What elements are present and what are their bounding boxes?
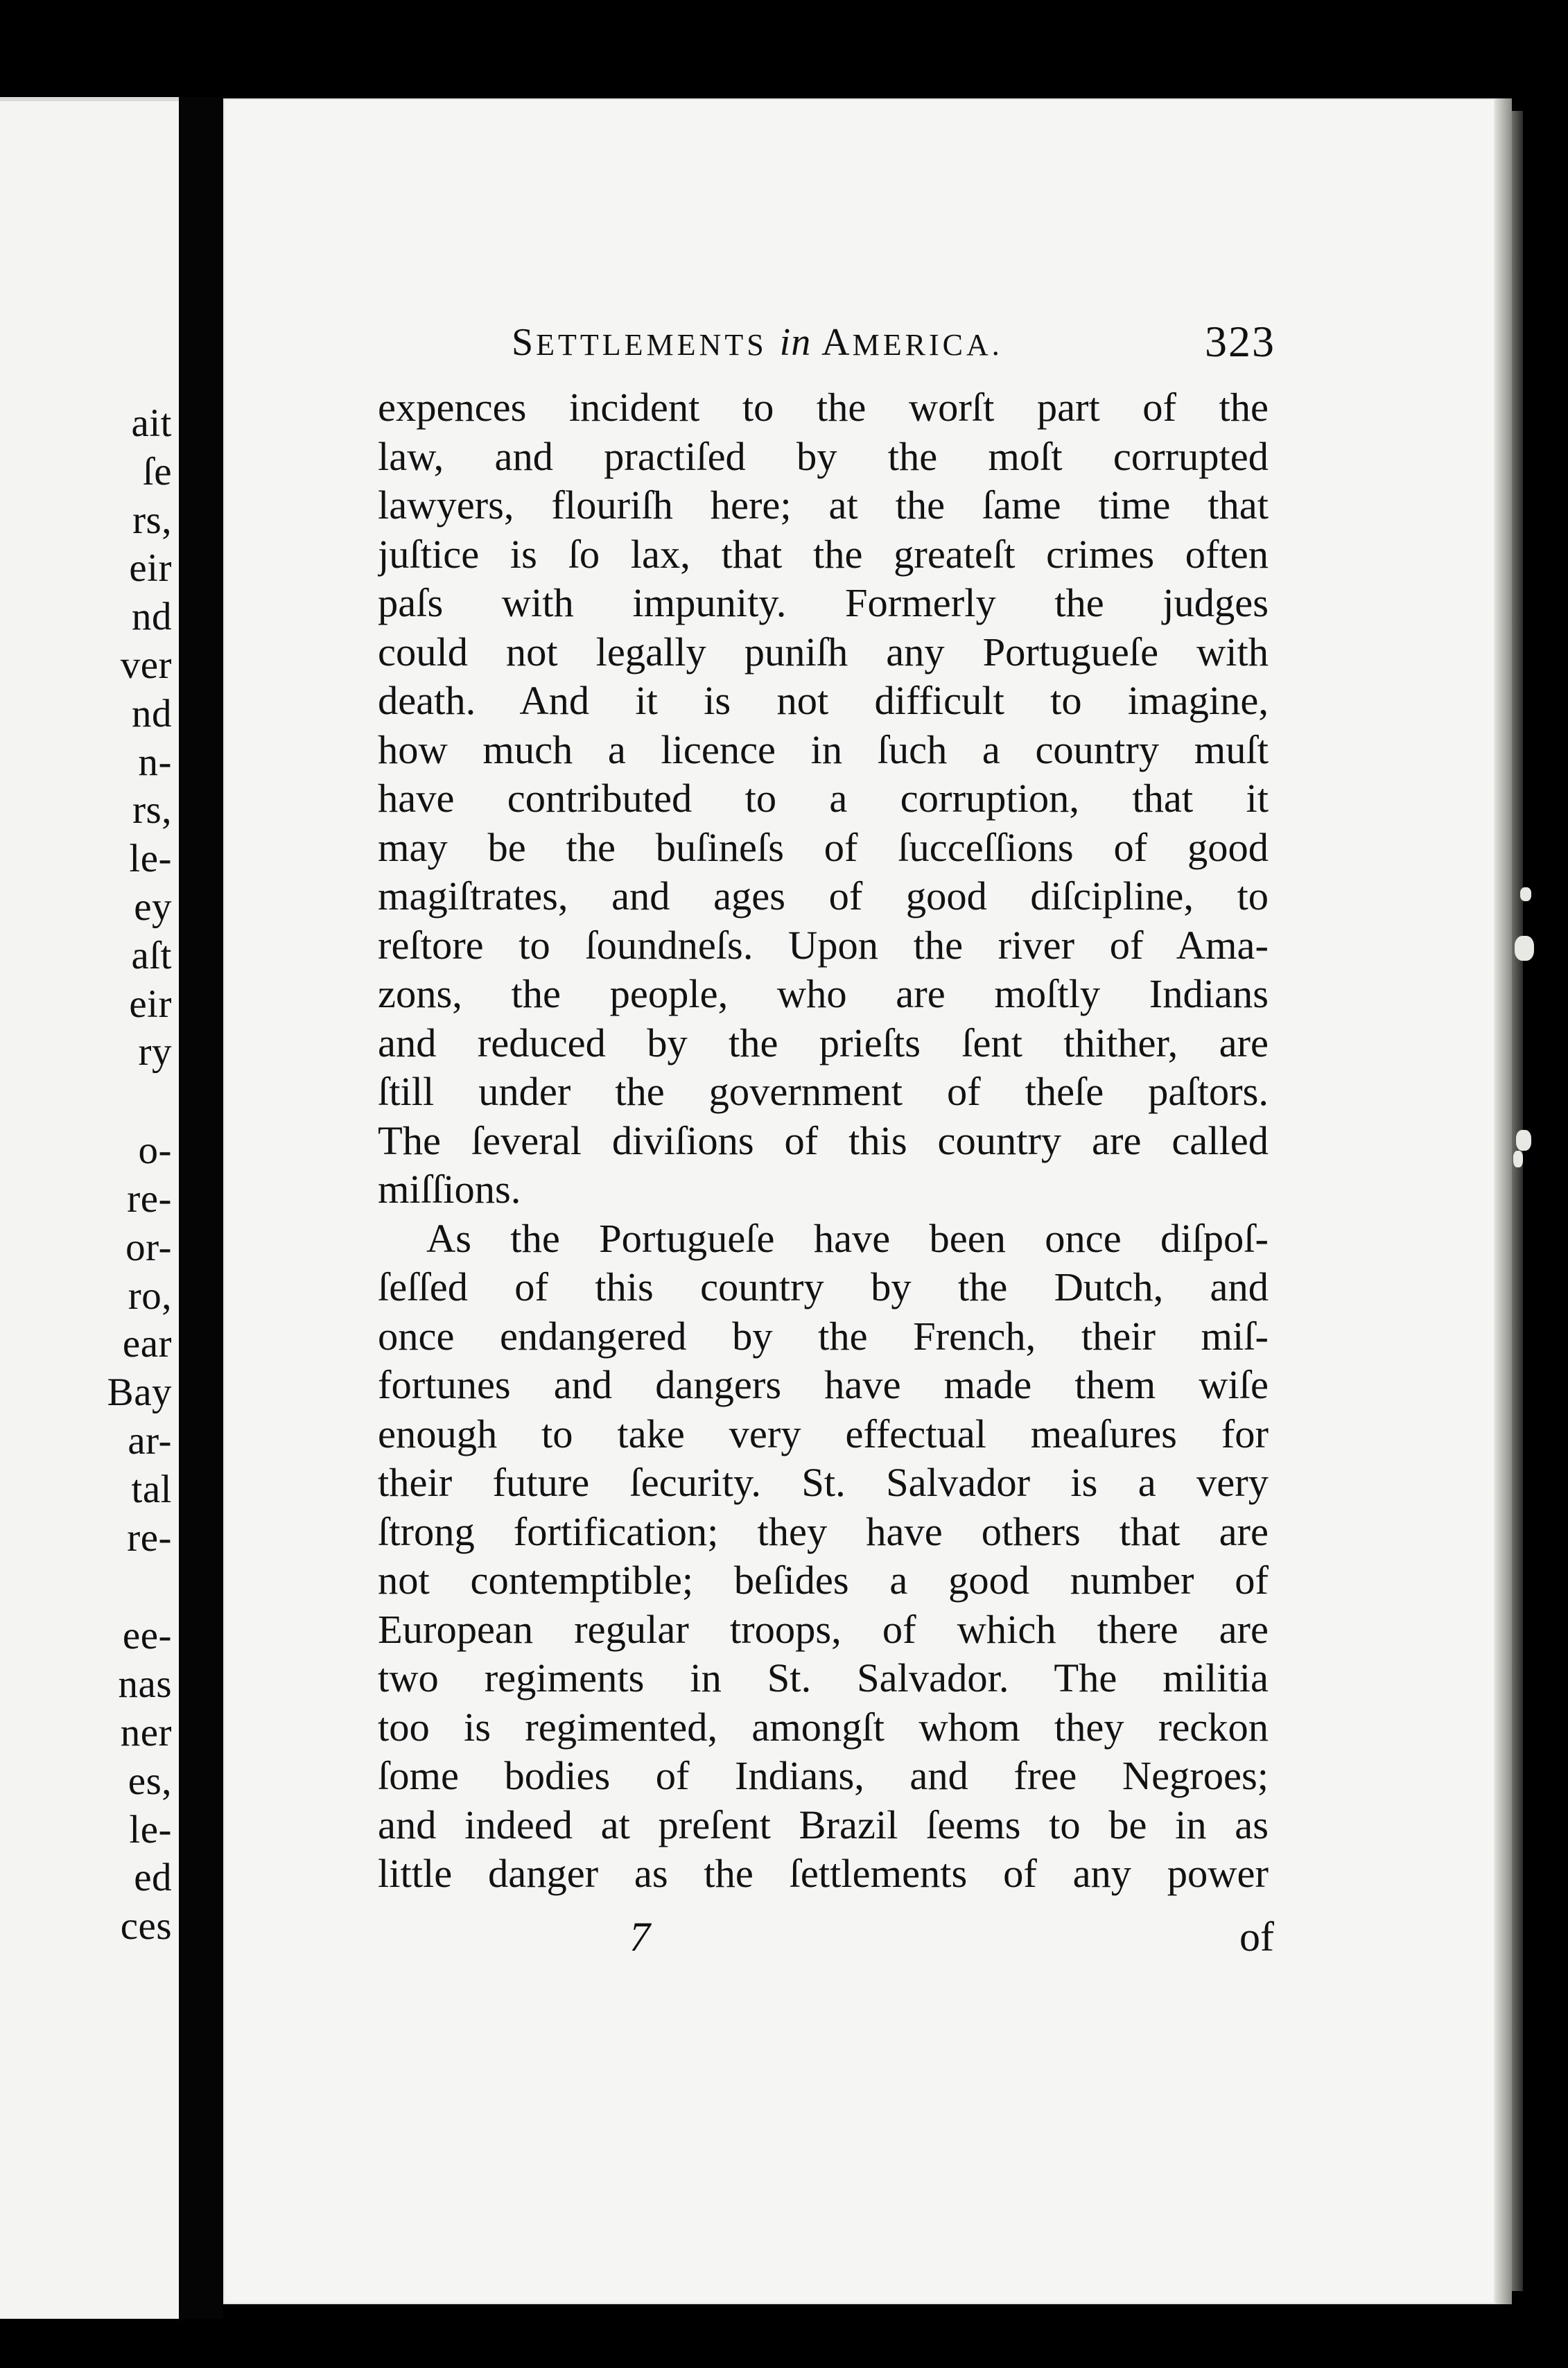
left-fragment: o-	[138, 1129, 172, 1173]
page-edge	[0, 97, 179, 101]
left-fragment: Bay	[107, 1370, 172, 1415]
left-fragment: tal	[131, 1467, 172, 1511]
text-line: not contemptible; beſides a good number of	[378, 1558, 1269, 1603]
text-line: miſſions.	[378, 1167, 521, 1212]
previous-page	[0, 97, 179, 2319]
left-fragment: le-	[129, 837, 172, 881]
left-fragment: aſt	[131, 933, 172, 977]
left-fragment: nd	[132, 595, 172, 639]
left-fragment: eir	[129, 982, 172, 1026]
text-line: two regiments in St. Salvador. The militia	[378, 1655, 1269, 1700]
paper-damage	[1513, 1123, 1555, 1262]
left-fragment: le-	[129, 1807, 172, 1852]
running-head-title	[512, 320, 1003, 365]
text-line: have contributed to a corruption, that it	[378, 776, 1269, 821]
running-head	[284, 312, 1275, 374]
text-line: lawyers, flouriſh here; at the ſame time that	[378, 482, 1269, 528]
left-fragment: es,	[128, 1759, 172, 1803]
text-line: could not legally puniſh any Portugueſe with	[378, 629, 1269, 674]
text-line: little danger as the ſettlements of any power	[378, 1851, 1269, 1896]
text-line: magiſtrates, and ages of good diſcipline, to	[378, 873, 1269, 919]
left-fragment: ro,	[128, 1273, 172, 1318]
left-fragment: ces	[120, 1904, 172, 1949]
left-fragment: ed	[134, 1856, 172, 1900]
text-line: European regular troops, of which there are	[378, 1606, 1269, 1652]
text-line: and indeed at preſent Brazil ſeems to be in as	[378, 1802, 1269, 1847]
left-fragment: ey	[134, 885, 172, 929]
text-line: once endangered by the French, their miſ-	[378, 1313, 1269, 1359]
title-preposition: in	[779, 321, 812, 364]
catchword: of	[1239, 1914, 1274, 1960]
text-line: juſtice is ſo lax, that the greateſt crimes often	[378, 531, 1269, 577]
book-gutter	[179, 97, 223, 2319]
text-line: paſs with impunity. Formerly the judges	[378, 580, 1269, 625]
left-fragment: rs,	[132, 788, 172, 833]
title-initial: S	[512, 321, 537, 364]
title-initial: A	[821, 321, 853, 364]
left-fragment: ver	[120, 643, 172, 687]
text-line: law, and practiſed by the moſt corrupted	[378, 433, 1269, 479]
left-fragment: nd	[132, 691, 172, 735]
text-line: ſtill under the government of theſe paſtors.	[378, 1069, 1269, 1114]
left-fragment: re-	[127, 1176, 172, 1221]
page-number: 323	[1205, 317, 1275, 366]
left-fragment: ſe	[142, 449, 172, 494]
text-line: their future ſecurity. St. Salvador is a very	[378, 1460, 1269, 1505]
left-fragment: n-	[138, 740, 172, 784]
text-line: ſeſſed of this country by the Dutch, and	[378, 1264, 1269, 1309]
left-fragment: rs,	[132, 498, 172, 542]
text-line: expences incident to the worſt part of the	[378, 385, 1269, 430]
left-fragment	[0, 1077, 179, 1126]
text-line: death. And it is not difficult to imagine,	[378, 678, 1269, 723]
text-line: fortunes and dangers have made them wiſe	[378, 1362, 1269, 1407]
text-line: and reduced by the prieſts ſent thither, are	[378, 1020, 1269, 1065]
text-line: too is regimented, amongſt whom they reckon	[378, 1704, 1269, 1750]
title-word: MERICA.	[852, 328, 1003, 362]
previous-page-text	[0, 399, 179, 1951]
text-line: zons, the people, who are moſtly Indians	[378, 971, 1269, 1016]
left-fragment: nas	[118, 1662, 172, 1707]
page-footer	[378, 1913, 1282, 1969]
left-fragment: re-	[127, 1515, 172, 1560]
paragraph-first-line: As the Portugueſe have been once diſpoſ-	[426, 1215, 1269, 1261]
page-edge-right	[1495, 98, 1512, 2304]
left-fragment: ner	[120, 1710, 172, 1755]
text-line: enough to take very effectual meaſures for	[378, 1411, 1269, 1456]
text-line: ſome bodies of Indians, and free Negroes;	[378, 1753, 1269, 1798]
text-line: reſtore to ſoundneſs. Upon the river of Ama-	[378, 922, 1269, 968]
text-line: how much a licence in ſuch a country muſt	[378, 726, 1269, 772]
left-fragment: ry	[138, 1030, 172, 1074]
text-line: The ſeveral diviſions of this country are called	[378, 1117, 1269, 1163]
left-fragment: ee-	[122, 1614, 172, 1658]
body-text	[378, 383, 1269, 1899]
left-fragment: ar-	[128, 1418, 172, 1463]
text-line: ſtrong fortification; they have others that are	[378, 1508, 1269, 1554]
left-fragment: ear	[122, 1322, 172, 1366]
left-fragment: ait	[131, 401, 172, 445]
left-fragment: eir	[129, 546, 172, 591]
left-fragment	[0, 1562, 179, 1612]
left-fragment: or-	[125, 1225, 172, 1269]
text-line: may be the buſineſs of ſucceſſions of good	[378, 824, 1269, 870]
signature-mark: 7	[629, 1914, 650, 1960]
title-word: ETTLEMENTS	[536, 328, 767, 362]
